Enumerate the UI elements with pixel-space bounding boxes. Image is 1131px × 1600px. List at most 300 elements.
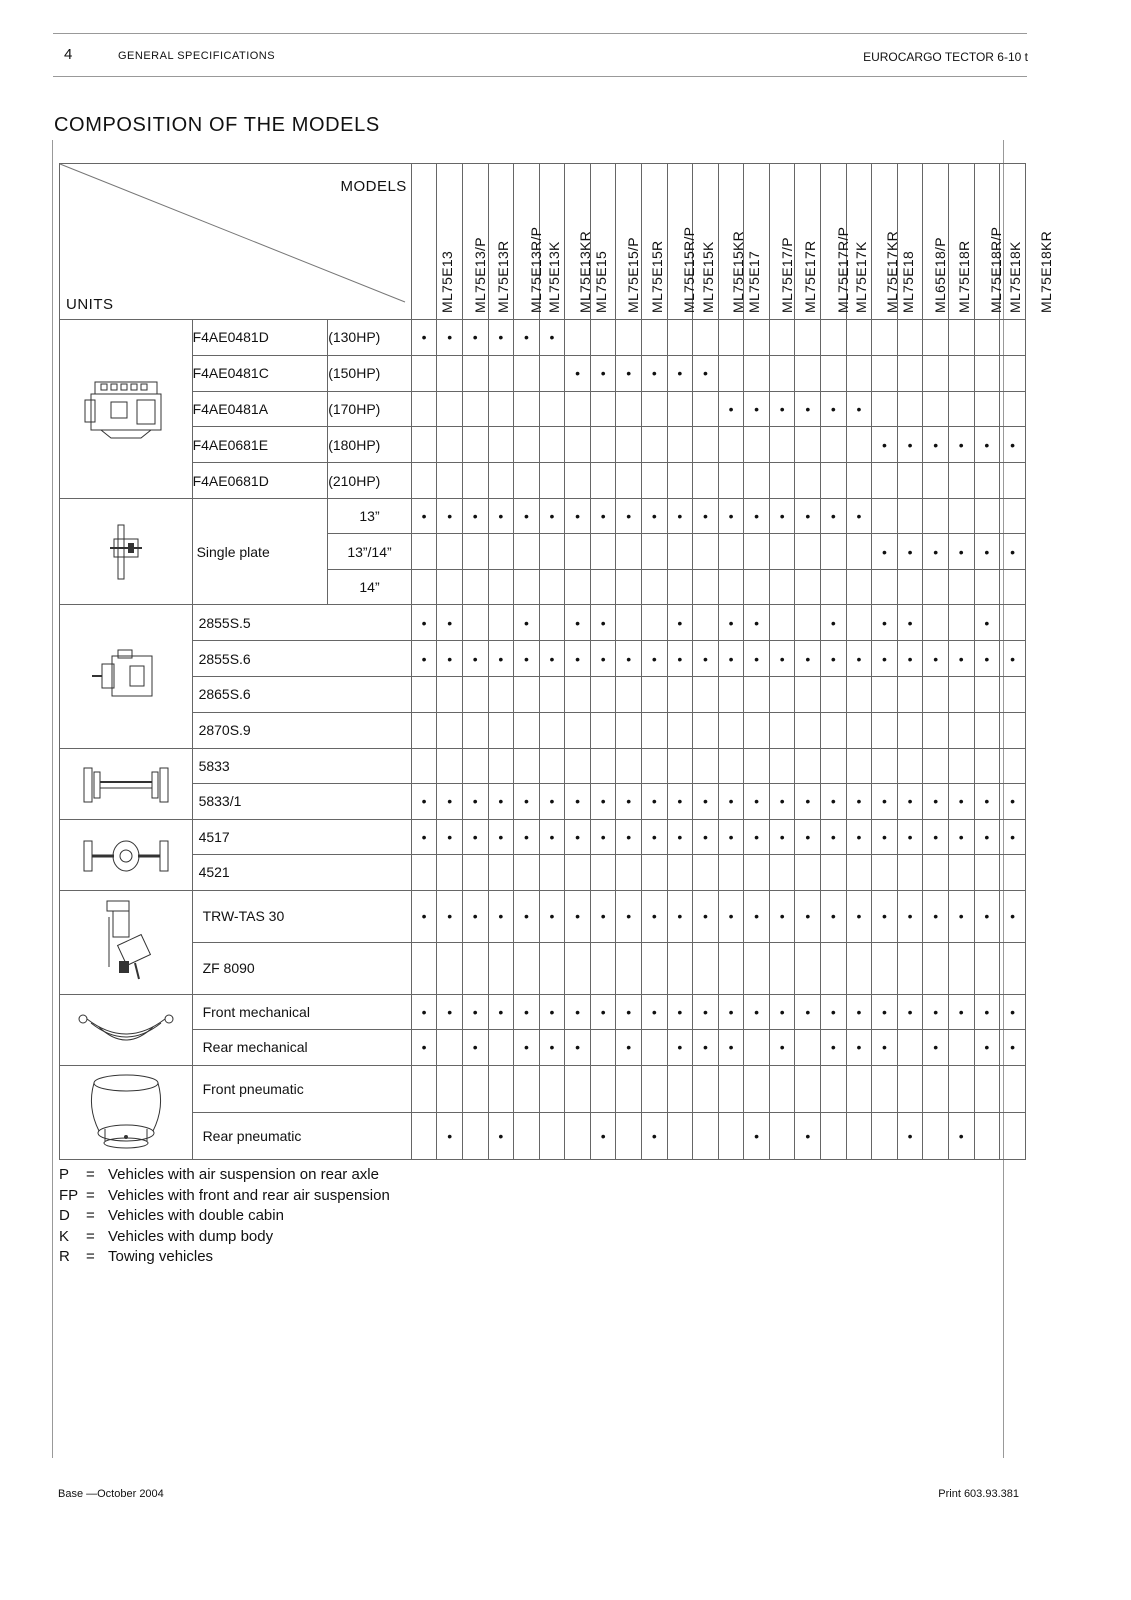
model-cell — [693, 1030, 719, 1066]
model-cell — [795, 748, 821, 784]
model-cell — [897, 534, 923, 570]
model-cell — [437, 994, 463, 1030]
model-cell — [514, 1112, 540, 1159]
fitment-dot: • — [549, 1039, 555, 1056]
unit-label: 2855S.6 — [192, 641, 411, 677]
fitment-dot: • — [703, 1039, 708, 1056]
model-cell — [897, 942, 923, 994]
model-cell — [718, 748, 744, 784]
model-cell — [974, 463, 1000, 499]
page-number: 4 — [64, 46, 73, 63]
model-cell — [846, 320, 872, 356]
model-cell — [539, 463, 565, 499]
model-cell — [769, 569, 795, 605]
model-cell — [462, 890, 488, 942]
model-cell — [821, 427, 847, 463]
fitment-dot: • — [651, 908, 657, 925]
model-cell — [565, 890, 591, 942]
model-cell — [565, 942, 591, 994]
model-cell — [897, 784, 923, 820]
legend-key: D — [59, 1207, 70, 1224]
model-header — [411, 164, 456, 320]
fitment-dot: • — [703, 365, 708, 382]
model-cell — [616, 1112, 642, 1159]
unit-label: 2855S.5 — [192, 605, 411, 641]
unit-illustration — [60, 748, 193, 819]
model-cell — [462, 463, 488, 499]
model-cell — [795, 427, 821, 463]
model-cell — [411, 748, 437, 784]
model-header — [897, 164, 949, 320]
model-header — [437, 164, 488, 320]
model-cell — [590, 534, 616, 570]
fitment-dot: • — [447, 1127, 453, 1144]
model-cell — [437, 1030, 463, 1066]
model-cell — [437, 784, 463, 820]
model-cell — [974, 712, 1000, 748]
model-cell — [769, 855, 795, 891]
table-row — [60, 1030, 1026, 1066]
fitment-dot: • — [677, 793, 683, 810]
fitment-dot: • — [421, 1003, 427, 1020]
model-name: ML75E18KR — [1037, 230, 1054, 313]
model-cell — [744, 641, 770, 677]
fitment-dot: • — [421, 508, 427, 525]
model-header — [642, 164, 698, 320]
unit-label: Rear mechanical — [192, 1030, 411, 1066]
model-cell — [718, 994, 744, 1030]
model-cell — [590, 942, 616, 994]
unit-illustration — [60, 605, 193, 748]
model-cell — [642, 890, 668, 942]
model-header — [462, 164, 512, 320]
model-cell — [897, 712, 923, 748]
fitment-dot: • — [907, 436, 913, 453]
model-cell — [667, 1112, 693, 1159]
fitment-dot: • — [907, 650, 913, 667]
model-cell — [565, 748, 591, 784]
model-cell — [693, 569, 719, 605]
model-cell — [872, 534, 898, 570]
model-name: ML75E13/P — [471, 237, 488, 313]
model-cell — [642, 855, 668, 891]
clutch-icon — [60, 517, 192, 587]
model-cell — [718, 712, 744, 748]
fitment-dot: • — [882, 614, 887, 631]
model-cell — [693, 427, 719, 463]
model-cell — [795, 1030, 821, 1066]
model-cell — [693, 994, 719, 1030]
header-top-rule — [53, 33, 1027, 34]
model-cell — [948, 463, 974, 499]
fitment-dot: • — [779, 793, 785, 810]
fitment-dot: • — [600, 908, 606, 925]
model-cell — [718, 1112, 744, 1159]
model-cell — [693, 320, 719, 356]
model-cell — [411, 463, 437, 499]
model-cell — [795, 819, 821, 855]
model-cell — [769, 1030, 795, 1066]
model-cell — [897, 748, 923, 784]
table-row — [60, 819, 1026, 855]
unit-spec: (180HP) — [328, 427, 412, 463]
fitment-dot: • — [933, 908, 939, 925]
model-cell — [744, 534, 770, 570]
model-cell — [616, 712, 642, 748]
model-cell — [667, 1030, 693, 1066]
fitment-dot: • — [651, 508, 657, 525]
fitment-dot: • — [984, 650, 990, 667]
fitment-dot: • — [523, 828, 529, 845]
model-cell — [514, 534, 540, 570]
table-row — [60, 784, 1026, 820]
model-cell — [821, 1030, 847, 1066]
model-cell — [693, 641, 719, 677]
model-cell — [642, 391, 668, 427]
model-cell — [437, 890, 463, 942]
fitment-dot: • — [907, 614, 913, 631]
model-cell — [667, 1065, 693, 1112]
model-name: ML75E13K — [546, 241, 563, 313]
model-cell — [1000, 498, 1026, 534]
model-cell — [846, 784, 872, 820]
model-cell — [923, 942, 949, 994]
unit-spec: 14” — [328, 569, 412, 605]
fitment-dot: • — [754, 650, 760, 667]
model-cell — [795, 463, 821, 499]
model-cell — [642, 784, 668, 820]
model-cell — [897, 463, 923, 499]
model-cell — [462, 1030, 488, 1066]
model-name: ML75E17KR — [883, 230, 900, 313]
model-cell — [846, 463, 872, 499]
model-cell — [539, 641, 565, 677]
model-cell — [821, 1065, 847, 1112]
fitment-dot: • — [447, 1003, 453, 1020]
model-cell — [693, 712, 719, 748]
model-cell — [974, 994, 1000, 1030]
model-cell — [923, 1030, 949, 1066]
fitment-dot: • — [958, 908, 964, 925]
model-header — [667, 164, 716, 320]
model-cell — [744, 391, 770, 427]
model-name: ML75E17/P — [778, 237, 795, 313]
model-header — [948, 164, 1005, 320]
fitment-dot: • — [754, 1127, 760, 1144]
model-cell — [974, 1065, 1000, 1112]
model-cell — [769, 994, 795, 1030]
model-cell — [1000, 819, 1026, 855]
fitment-dot: • — [958, 543, 964, 560]
model-cell — [897, 427, 923, 463]
model-cell — [846, 1065, 872, 1112]
table-row — [60, 942, 1026, 994]
model-cell — [974, 748, 1000, 784]
model-cell — [872, 855, 898, 891]
model-cell — [718, 605, 744, 641]
fitment-dot: • — [447, 793, 453, 810]
fitment-dot: • — [703, 508, 708, 525]
fitment-dot: • — [728, 508, 734, 525]
model-cell — [923, 355, 949, 391]
model-cell — [565, 677, 591, 713]
model-cell — [974, 1112, 1000, 1159]
model-cell — [539, 994, 565, 1030]
model-header — [616, 164, 665, 320]
model-cell — [795, 355, 821, 391]
model-cell — [514, 942, 540, 994]
model-cell — [590, 391, 616, 427]
fitment-dot: • — [882, 908, 887, 925]
fitment-dot: • — [933, 1003, 939, 1020]
model-cell — [514, 463, 540, 499]
model-cell — [821, 677, 847, 713]
model-cell — [411, 994, 437, 1030]
fitment-dot: • — [447, 828, 453, 845]
model-cell — [667, 391, 693, 427]
model-cell — [795, 677, 821, 713]
rear-axle-icon — [60, 825, 192, 885]
fitment-dot: • — [575, 793, 581, 810]
model-cell — [565, 391, 591, 427]
model-cell — [616, 1030, 642, 1066]
table-row — [60, 463, 1026, 499]
model-cell — [642, 748, 668, 784]
model-cell — [693, 391, 719, 427]
model-cell — [897, 355, 923, 391]
model-cell — [667, 320, 693, 356]
model-cell — [667, 677, 693, 713]
model-cell — [514, 1030, 540, 1066]
model-cell — [744, 463, 770, 499]
model-cell — [974, 320, 1000, 356]
legend-key: FP — [59, 1186, 79, 1204]
model-cell — [795, 1112, 821, 1159]
model-cell — [821, 463, 847, 499]
model-cell — [437, 942, 463, 994]
model-cell — [846, 498, 872, 534]
unit-label: ZF 8090 — [192, 942, 411, 994]
model-cell — [437, 712, 463, 748]
legend-item — [59, 1227, 390, 1248]
model-cell — [948, 498, 974, 534]
model-cell — [872, 355, 898, 391]
model-cell — [514, 569, 540, 605]
model-cell — [539, 1112, 565, 1159]
fitment-dot: • — [882, 793, 887, 810]
model-cell — [718, 569, 744, 605]
model-cell — [693, 605, 719, 641]
model-header — [718, 164, 763, 320]
model-cell — [590, 355, 616, 391]
footer-edition: Base —October 2004 — [58, 1488, 164, 1500]
model-cell — [897, 498, 923, 534]
model-cell — [1000, 748, 1026, 784]
unit-label — [192, 498, 328, 605]
fitment-dot: • — [830, 1039, 836, 1056]
table-row — [60, 1065, 1026, 1112]
model-cell — [846, 569, 872, 605]
model-cell — [667, 498, 693, 534]
model-cell — [948, 819, 974, 855]
table-row — [60, 994, 1026, 1030]
front-axle-icon — [60, 754, 192, 814]
fitment-dot: • — [1010, 793, 1015, 810]
legend-key: R — [59, 1248, 70, 1265]
model-cell — [514, 819, 540, 855]
fitment-dot: • — [677, 1003, 683, 1020]
model-cell — [616, 890, 642, 942]
model-cell — [616, 355, 642, 391]
model-cell — [667, 605, 693, 641]
model-cell — [437, 427, 463, 463]
model-cell — [539, 712, 565, 748]
model-cell — [488, 677, 514, 713]
model-cell — [846, 748, 872, 784]
model-cell — [616, 994, 642, 1030]
fitment-dot: • — [754, 400, 760, 417]
unit-label: Front pneumatic — [192, 1065, 411, 1112]
fitment-dot: • — [472, 908, 478, 925]
model-cell — [590, 641, 616, 677]
model-cell — [744, 942, 770, 994]
fitment-dot: • — [472, 828, 478, 845]
model-cell — [616, 498, 642, 534]
model-cell — [411, 784, 437, 820]
fitment-dot: • — [805, 400, 811, 417]
model-cell — [974, 355, 1000, 391]
model-name: ML75E13KR — [577, 230, 594, 313]
model-cell — [846, 534, 872, 570]
fitment-dot: • — [856, 908, 862, 925]
model-cell — [488, 942, 514, 994]
model-cell — [590, 890, 616, 942]
table-corner — [60, 164, 412, 320]
fitment-dot: • — [703, 1003, 708, 1020]
model-cell — [718, 1065, 744, 1112]
fitment-dot: • — [907, 793, 913, 810]
model-cell — [1000, 534, 1026, 570]
model-cell — [846, 890, 872, 942]
model-cell — [821, 784, 847, 820]
model-cell — [693, 942, 719, 994]
model-cell — [616, 784, 642, 820]
model-cell — [462, 498, 488, 534]
fitment-dot: • — [523, 908, 529, 925]
model-cell — [718, 890, 744, 942]
fitment-dot: • — [549, 1003, 555, 1020]
fitment-dot: • — [523, 1003, 529, 1020]
fitment-dot: • — [575, 908, 581, 925]
fitment-dot: • — [600, 365, 606, 382]
model-cell — [488, 605, 514, 641]
model-cell — [539, 320, 565, 356]
model-name: ML75E13 — [439, 250, 456, 313]
model-cell — [897, 320, 923, 356]
fitment-dot: • — [830, 650, 836, 667]
model-cell — [821, 712, 847, 748]
model-cell — [411, 1030, 437, 1066]
model-cell — [1000, 1065, 1026, 1112]
model-cell — [718, 391, 744, 427]
model-cell — [744, 748, 770, 784]
model-cell — [437, 1065, 463, 1112]
model-cell — [897, 855, 923, 891]
fitment-dot: • — [933, 828, 939, 845]
model-cell — [514, 320, 540, 356]
unit-label: TRW-TAS 30 — [192, 890, 411, 942]
model-cell — [642, 1065, 668, 1112]
model-cell — [590, 784, 616, 820]
model-cell — [744, 1065, 770, 1112]
model-cell — [795, 994, 821, 1030]
model-cell — [565, 641, 591, 677]
model-cell — [897, 391, 923, 427]
unit-label: F4AE0481A — [192, 391, 328, 427]
model-header — [744, 164, 795, 320]
model-cell — [488, 355, 514, 391]
fitment-dot: • — [447, 908, 453, 925]
model-cell — [642, 463, 668, 499]
fitment-dot: • — [600, 793, 606, 810]
model-cell — [693, 1112, 719, 1159]
fitment-dot: • — [805, 828, 811, 845]
model-cell — [872, 463, 898, 499]
unit-label: 5833 — [192, 748, 411, 784]
model-cell — [795, 534, 821, 570]
legend-item — [59, 1165, 390, 1186]
unit-spec: 13”/14” — [328, 534, 412, 570]
model-cell — [462, 1112, 488, 1159]
fitment-dot: • — [805, 508, 811, 525]
model-cell — [948, 748, 974, 784]
unit-illustration — [60, 1065, 193, 1159]
model-cell — [411, 641, 437, 677]
fitment-dot: • — [626, 908, 632, 925]
fitment-dot: • — [651, 793, 657, 810]
fitment-dot: • — [933, 436, 939, 453]
model-cell — [846, 1112, 872, 1159]
fitment-dot: • — [958, 436, 964, 453]
model-cell — [821, 605, 847, 641]
model-cell — [539, 427, 565, 463]
fitment-dot: • — [830, 400, 836, 417]
model-cell — [462, 748, 488, 784]
fitment-dot: • — [549, 508, 555, 525]
model-cell — [923, 569, 949, 605]
model-header — [821, 164, 870, 320]
model-cell — [616, 748, 642, 784]
model-cell — [437, 641, 463, 677]
model-cell — [948, 942, 974, 994]
model-cell — [821, 748, 847, 784]
fitment-dot: • — [856, 1003, 862, 1020]
model-cell — [948, 677, 974, 713]
model-cell — [872, 677, 898, 713]
unit-label: F4AE0681D — [192, 463, 328, 499]
fitment-dot: • — [728, 1003, 734, 1020]
model-cell — [539, 498, 565, 534]
model-cell — [923, 641, 949, 677]
fitment-dot: • — [830, 508, 836, 525]
model-cell — [846, 819, 872, 855]
model-cell — [693, 463, 719, 499]
fitment-dot: • — [421, 908, 427, 925]
model-cell — [923, 677, 949, 713]
model-cell — [846, 391, 872, 427]
model-cell — [1000, 942, 1026, 994]
fitment-dot: • — [498, 508, 504, 525]
